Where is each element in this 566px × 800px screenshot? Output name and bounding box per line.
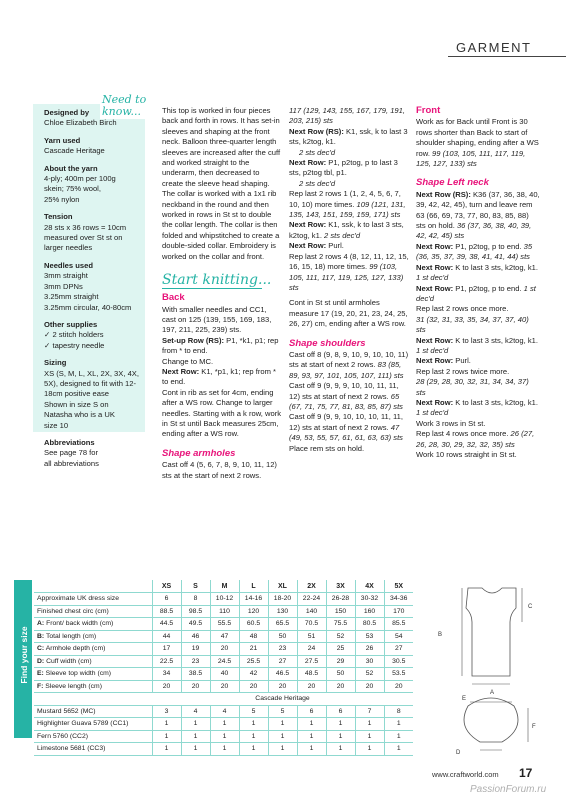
- repeat-c: Rep last 4 rows once more. 26 (27, 26, 28, 30, 29, 32, 32, 35) sts: [416, 429, 535, 449]
- need-value: Natasha who is a UK: [44, 410, 115, 420]
- yarn-cell: 1: [326, 743, 355, 756]
- size-row-label: B: Total length (cm): [34, 630, 152, 643]
- neck-row-5: Next Row: K to last 3 sts, k2tog, k1. 1 st dec'd: [416, 335, 538, 355]
- shape-left-neck-heading: Shape Left neck: [416, 177, 489, 189]
- size-cell: 6: [152, 593, 181, 606]
- repeat-1: Rep last 2 rows 1 (1, 2, 4, 5, 6, 7, 10, 10) more times. 109 (121, 131, 135, 143, 151, 159, 159, 171) sts: [289, 189, 406, 220]
- size-cell: 42: [239, 668, 268, 681]
- need-label: Yarn used: [44, 135, 81, 145]
- size-cell: 50: [326, 668, 355, 681]
- size-cell: 120: [239, 605, 268, 618]
- need-to-know-title: Need to know...: [100, 93, 152, 119]
- pattern-column-1: [162, 106, 282, 481]
- need-label: Other supplies: [44, 319, 98, 329]
- label-e: E: [462, 696, 467, 702]
- size-cell: 46.5: [268, 668, 297, 681]
- size-col-header: 2X: [297, 580, 326, 593]
- work-10-rows: Work 10 rows straight in St st.: [416, 450, 517, 459]
- size-cell: 98.5: [181, 605, 210, 618]
- size-cell: 40: [210, 668, 239, 681]
- size-cell: 27.5: [297, 655, 326, 668]
- find-your-size-tab: Find your size: [14, 580, 32, 738]
- size-cell: 44.5: [152, 618, 181, 631]
- yarn-row: [34, 705, 413, 718]
- size-row: [34, 655, 413, 668]
- neck-row-4: Next Row: P1, p2tog, p to end. 1 st dec'd: [416, 283, 536, 303]
- size-cell: 20: [181, 680, 210, 693]
- yarn-cell: 1: [152, 730, 181, 743]
- yarn-cell: 6: [297, 705, 326, 718]
- need-value: 18cm positive ease: [44, 389, 110, 399]
- size-cell: 14-16: [239, 593, 268, 606]
- size-row-label: E: Sleeve top width (cm): [34, 668, 152, 681]
- back-heading: Back: [162, 292, 185, 304]
- size-cell: 46: [181, 630, 210, 643]
- yarn-cell: 1: [210, 730, 239, 743]
- need-label: About the yarn: [44, 163, 98, 173]
- size-cell: 24: [297, 643, 326, 656]
- size-col-header: S: [181, 580, 210, 593]
- size-cell: 53: [355, 630, 384, 643]
- yarn-cell: 1: [152, 743, 181, 756]
- need-value: 5X), designed to fit with 12-: [44, 378, 137, 388]
- size-cell: 30-32: [355, 593, 384, 606]
- size-cell: 53.5: [384, 668, 413, 681]
- yarn-row-label: Highlighter Guava 5789 (CC1): [34, 718, 152, 731]
- size-cell: 24.5: [210, 655, 239, 668]
- yarn-cell: 4: [181, 705, 210, 718]
- size-cell: 29: [326, 655, 355, 668]
- rib-instructions: Cont in rib as set for 4cm, ending after a WS row. Change to larger needles. Starting with a k row, work in St st until Back measures 25cm, ending after a WS row.: [162, 387, 282, 439]
- size-cell: 18-20: [268, 593, 297, 606]
- size-cell: 44: [152, 630, 181, 643]
- size-cell: 21: [239, 643, 268, 656]
- yarn-cell: 1: [268, 718, 297, 731]
- yarn-cell: 1: [181, 743, 210, 756]
- repeat-b: Rep last 2 rows twice more.: [416, 366, 510, 376]
- yarn-cell: 1: [210, 718, 239, 731]
- size-cell: 20: [268, 680, 297, 693]
- yarn-cell: 1: [384, 718, 413, 731]
- size-row: [34, 643, 413, 656]
- yarn-cell: 1: [297, 718, 326, 731]
- size-cell: 65.5: [268, 618, 297, 631]
- neck-row-2: Next Row: P1, p2tog, p to end. 35 (36, 35, 37, 39, 38, 41, 41, 44) sts: [416, 241, 533, 262]
- dec-row-ws: Next Row: P1, p2tog, p to last 3 sts, p2tog tbl, p1.: [289, 158, 398, 178]
- section-header: GARMENT: [456, 40, 532, 55]
- size-col-header: 5X: [384, 580, 413, 593]
- start-knitting-underline: [162, 288, 262, 289]
- neck-row-6: Next Row: Purl.: [416, 356, 471, 366]
- size-cell: 110: [210, 605, 239, 618]
- need-value: 4-ply; 400m per 100g: [44, 174, 116, 184]
- intro-text: This top is worked in four pieces back and forth in rows. It has set-in sleeves and shaping at the front neck. Balloon three-quarter length sleeves are increased after the cuff and worked straight to the underarm, then decreased to create the sleeve head shaping. The collar is worked with a 1x1 rib neckband in the round and then worked in rows in St st to double the collar length. The collar is then folded and whipstitched to create a double-sided collar. Embroidery is worked on the collar and front.: [162, 106, 281, 261]
- yarn-cell: 1: [297, 730, 326, 743]
- yarn-cell: 8: [384, 705, 413, 718]
- sleeve-schematic: [464, 698, 518, 742]
- size-cell: 34: [152, 668, 181, 681]
- size-row: [34, 593, 413, 606]
- watermark: PassionForum.ru: [470, 784, 547, 795]
- neck-row-3: Next Row: K to last 3 sts, k2tog, k1. 1 st dec'd: [416, 262, 538, 283]
- size-cell: 60.5: [239, 618, 268, 631]
- dec-count: 2 sts dec'd: [299, 178, 336, 188]
- size-row: [34, 630, 413, 643]
- purl-row: Next Row: Purl.: [289, 241, 344, 251]
- yarn-row: [34, 718, 413, 731]
- need-label: Designed by: [44, 108, 90, 117]
- yarn-cell: 4: [210, 705, 239, 718]
- dec-row-rs: Next Row (RS): K1, ssk, k to last 3 sts, k2tog, k1.: [289, 126, 408, 147]
- size-cell: 10-12: [210, 593, 239, 606]
- size-cell: 75.5: [326, 618, 355, 631]
- size-cell: 70.5: [297, 618, 326, 631]
- need-value: 3.25mm straight: [44, 292, 99, 302]
- size-cell: 49.5: [181, 618, 210, 631]
- yarn-cell: 5: [239, 705, 268, 718]
- size-row: [34, 605, 413, 618]
- need-value: larger needles: [44, 243, 93, 253]
- need-value: XS (S, M, L, XL, 2X, 3X, 4X,: [44, 368, 139, 378]
- size-row: [34, 668, 413, 681]
- dec-count: 2 sts dec'd: [299, 147, 336, 157]
- need-value: 3mm straight: [44, 271, 88, 281]
- size-cell: 22-24: [297, 593, 326, 606]
- neck-row-1: Next Row (RS): K36 (37, 36, 38, 40, 39, 42, 42, 45), turn and leave rem 63 (66, 69, 73, 77, 80, 83, 85, 88) sts on hold. 36 (37, 36, 38, 40, 39, 42, 42, 45) sts: [416, 189, 540, 241]
- size-cell: 30: [355, 655, 384, 668]
- need-label: Abbreviations: [44, 437, 95, 447]
- size-cell: 38.5: [181, 668, 210, 681]
- need-value: Cascade Heritage: [44, 146, 105, 156]
- yarn-cell: 1: [181, 718, 210, 731]
- size-col-header: M: [210, 580, 239, 593]
- repeat-a-count: 31 (32, 31, 33, 35, 34, 37, 37, 40) sts: [416, 314, 529, 335]
- label-f: F: [532, 724, 536, 730]
- label-a: A: [490, 690, 495, 696]
- size-col-header: 4X: [355, 580, 384, 593]
- size-cell: 80.5: [355, 618, 384, 631]
- yarn-row: [34, 743, 413, 756]
- armholes-text: Cast off 4 (5, 6, 7, 8, 9, 10, 11, 12) sts at the start of next 2 rows.: [162, 460, 277, 480]
- need-label: Sizing: [44, 358, 67, 368]
- front-text: Work as for Back until Front is 30 rows shorter than Back to start of shoulder shaping, ending after a WS row. 99 (103, 105, 111, 117, 119, 125, 127, 133) sts: [416, 117, 539, 169]
- size-row-label: A: Front/ back width (cm): [34, 618, 152, 631]
- change-mc: Change to MC.: [162, 356, 214, 366]
- size-cell: 48.5: [297, 668, 326, 681]
- yarn-cell: 7: [355, 705, 384, 718]
- start-knitting-heading: Start knitting...: [162, 272, 272, 289]
- size-cell: 27: [384, 643, 413, 656]
- yarn-heading: Cascade Heritage: [152, 693, 413, 706]
- size-cell: 20: [355, 680, 384, 693]
- pattern-column-3: [416, 106, 540, 460]
- size-cell: 26: [355, 643, 384, 656]
- size-cell: 52: [355, 668, 384, 681]
- size-col-header: L: [239, 580, 268, 593]
- need-value: 3.25mm circular, 40-80cm: [44, 302, 132, 312]
- size-cell: 17: [152, 643, 181, 656]
- need-to-know-content: [44, 108, 144, 469]
- yarn-cell: 1: [355, 730, 384, 743]
- yarn-cell: 1: [181, 730, 210, 743]
- size-cell: 55.5: [210, 618, 239, 631]
- need-label: Tension: [44, 212, 73, 222]
- size-row-label: C: Armhole depth (cm): [34, 643, 152, 656]
- size-cell: 30.5: [384, 655, 413, 668]
- yarn-row: [34, 730, 413, 743]
- size-col-header: XS: [152, 580, 181, 593]
- dec-row-3: Next Row: K1, ssk, k to last 3 sts, k2tog, k1. 2 sts dec'd: [289, 220, 404, 240]
- yarn-cell: 1: [384, 730, 413, 743]
- size-cell: 20: [297, 680, 326, 693]
- size-cell: 20: [210, 680, 239, 693]
- need-value: 3mm DPNs: [44, 281, 83, 291]
- cont-st-st: Cont in St st until armholes measure 17 (19, 20, 21, 23, 24, 25, 26, 27) cm, ending after a WS row.: [289, 298, 408, 329]
- size-row: [34, 680, 413, 693]
- pattern-column-2: [289, 106, 409, 454]
- yarn-cell: 1: [152, 718, 181, 731]
- repeat-2: Rep last 2 rows 4 (8, 12, 11, 12, 15, 16, 15, 18) more times. 99 (103, 105, 111, 117, 119, 125, 127, 133) sts: [289, 251, 409, 292]
- size-cell: 26-28: [326, 593, 355, 606]
- label-b: B: [438, 632, 443, 638]
- yarn-cell: 1: [210, 743, 239, 756]
- repeat-a: Rep last 2 rows once more.: [416, 304, 509, 314]
- size-table: [34, 580, 413, 756]
- size-cell: 25: [326, 643, 355, 656]
- shape-armholes-heading: Shape armholes: [162, 447, 236, 459]
- need-value: 25% nylon: [44, 194, 80, 204]
- size-row-label: D: Cuff width (cm): [34, 655, 152, 668]
- repeat-b-count: 28 (29, 28, 30, 32, 31, 34, 34, 37) sts: [416, 377, 529, 397]
- need-value: Chloe Elizabeth Birch: [44, 118, 117, 128]
- setup-row: Set-up Row (RS): P1, *k1, p1; rep from * to end.: [162, 335, 279, 356]
- size-cell: 20: [384, 680, 413, 693]
- need-value: Shown in size S on: [44, 399, 109, 409]
- size-cell: 20: [239, 680, 268, 693]
- next-row-rib: Next Row: K1, *p1, k1; rep from * to end.: [162, 366, 276, 387]
- yarn-cell: 3: [152, 705, 181, 718]
- header-rule: [448, 56, 566, 57]
- work-3-rows: Work 3 rows in St st.: [416, 418, 486, 428]
- yarn-row-label: Mustard 5652 (MC): [34, 705, 152, 718]
- size-cell: 23: [268, 643, 297, 656]
- yarn-heading-row: [34, 693, 413, 706]
- shoulder-3: Cast off 9 (9, 9, 10, 10, 10, 11, 11, 12) sts at start of next 2 rows. 47 (49, 53, 55, 57, 61, 61, 63, 63) sts: [289, 412, 403, 443]
- size-cell: 22.5: [152, 655, 181, 668]
- yarn-cell: 1: [239, 730, 268, 743]
- footer-url[interactable]: www.craftworld.com: [432, 770, 499, 779]
- need-value: size 10: [44, 420, 69, 430]
- stitch-count: 117 (129, 143, 155, 167, 179, 191, 203, 215) sts: [289, 106, 405, 126]
- size-cell: 85.5: [384, 618, 413, 631]
- place-on-hold: Place rem sts on hold.: [289, 443, 365, 453]
- yarn-cell: 1: [268, 743, 297, 756]
- size-row: [34, 618, 413, 631]
- need-value: See page 78 for: [44, 448, 99, 458]
- yarn-row-label: Fern 5760 (CC2): [34, 730, 152, 743]
- size-cell: 8: [181, 593, 210, 606]
- size-cell: 20: [152, 680, 181, 693]
- size-cell: 23: [181, 655, 210, 668]
- label-c: C: [528, 604, 533, 610]
- size-header-row: [34, 580, 413, 593]
- need-value: ✓ tapestry needle: [44, 340, 105, 350]
- size-row-label: F: Sleeve length (cm): [34, 680, 152, 693]
- size-cell: 50: [268, 630, 297, 643]
- size-row-label: Finished chest circ (cm): [34, 605, 152, 618]
- need-value: measured over St st on: [44, 233, 123, 243]
- need-value: skein; 75% wool,: [44, 184, 101, 194]
- size-cell: 34-36: [384, 593, 413, 606]
- size-cell: 48: [239, 630, 268, 643]
- shoulder-2: Cast off 9 (9, 9, 9, 10, 10, 11, 11, 12) sts at start of next 2 rows. 65 (67, 71, 75, 77, 81, 83, 85, 87) sts: [289, 381, 403, 411]
- yarn-cell: 1: [268, 730, 297, 743]
- yarn-cell: 1: [239, 743, 268, 756]
- back-cast-on: With smaller needles and CC1, cast on 125 (139, 155, 169, 183, 197, 211, 225, 239) sts.: [162, 304, 272, 335]
- size-row-label: Approximate UK dress size: [34, 593, 152, 606]
- size-col-header: XL: [268, 580, 297, 593]
- size-cell: 20: [210, 643, 239, 656]
- shoulder-1: Cast off 8 (9, 8, 9, 10, 9, 10, 10, 11) sts at start of next 2 rows. 83 (85, 89, 93, 97, 101, 105, 107, 111) sts: [289, 349, 409, 380]
- yarn-cell: 1: [326, 718, 355, 731]
- size-cell: 160: [355, 605, 384, 618]
- body-schematic: [466, 588, 516, 676]
- need-value: 28 sts x 36 rows = 10cm: [44, 222, 127, 232]
- yarn-cell: 6: [326, 705, 355, 718]
- size-col-header: 3X: [326, 580, 355, 593]
- need-value: all abbreviations: [44, 458, 99, 468]
- yarn-cell: 1: [355, 743, 384, 756]
- size-cell: 88.5: [152, 605, 181, 618]
- size-cell: 54: [384, 630, 413, 643]
- size-cell: 51: [297, 630, 326, 643]
- neck-row-7: Next Row: K to last 3 sts, k2tog, k1. 1 st dec'd: [416, 397, 538, 418]
- size-cell: 19: [181, 643, 210, 656]
- yarn-cell: 1: [297, 743, 326, 756]
- size-cell: 25.5: [239, 655, 268, 668]
- page-number: 17: [519, 766, 533, 780]
- size-cell: 130: [268, 605, 297, 618]
- yarn-cell: 1: [239, 718, 268, 731]
- size-cell: 47: [210, 630, 239, 643]
- front-heading: Front: [416, 105, 441, 116]
- label-d: D: [456, 750, 461, 756]
- size-cell: 170: [384, 605, 413, 618]
- yarn-cell: 1: [326, 730, 355, 743]
- size-cell: 150: [326, 605, 355, 618]
- yarn-cell: 5: [268, 705, 297, 718]
- need-label: Needles used: [44, 260, 93, 270]
- size-cell: 140: [297, 605, 326, 618]
- size-cell: 20: [326, 680, 355, 693]
- size-cell: 27: [268, 655, 297, 668]
- yarn-cell: 1: [384, 743, 413, 756]
- shape-shoulders-heading: Shape shoulders: [289, 337, 366, 349]
- need-value: ✓ 2 stitch holders: [44, 330, 104, 340]
- yarn-cell: 1: [355, 718, 384, 731]
- yarn-row-label: Limestone 5681 (CC3): [34, 743, 152, 756]
- size-cell: 52: [326, 630, 355, 643]
- garment-diagram: [418, 580, 566, 760]
